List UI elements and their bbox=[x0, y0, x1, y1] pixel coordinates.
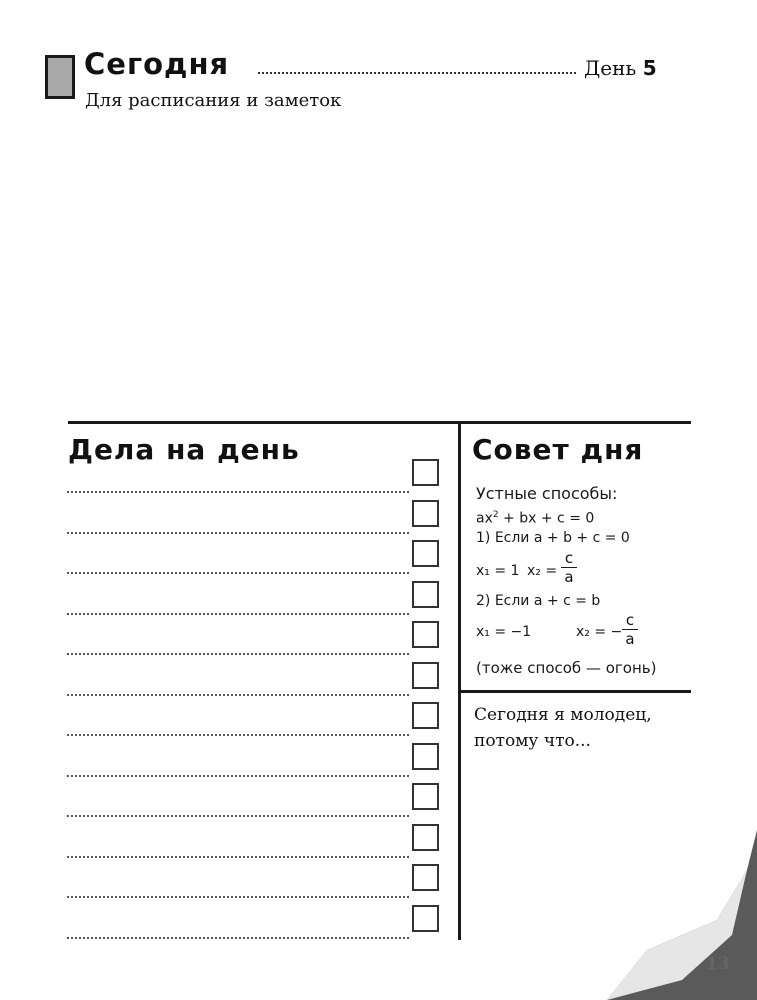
todo-line[interactable] bbox=[67, 572, 409, 574]
todo-line[interactable] bbox=[67, 937, 409, 939]
tip-note: (тоже способ — огонь) bbox=[476, 659, 657, 677]
tip-rule-1-denominator: a bbox=[564, 568, 574, 586]
tip-rule-1-x1: x₁ = 1 bbox=[476, 563, 520, 579]
todo-checkbox[interactable] bbox=[412, 905, 439, 932]
page-curl-decoration bbox=[607, 830, 757, 1000]
praise-prompt[interactable]: Сегодня я молодец, потому что... bbox=[474, 705, 652, 751]
todo-checkbox[interactable] bbox=[412, 621, 439, 648]
todo-checkbox[interactable] bbox=[412, 743, 439, 770]
tip-rule-1: 1) Если a + b + c = 0 bbox=[476, 530, 630, 546]
header-marker-square bbox=[45, 55, 75, 99]
todo-line[interactable] bbox=[67, 896, 409, 898]
column-divider bbox=[458, 423, 461, 940]
tip-rule-2-x1: x₁ = −1 bbox=[476, 624, 532, 640]
header-dotted-line bbox=[258, 62, 576, 74]
day-number: 5 bbox=[642, 56, 657, 80]
tip-bottom-rule bbox=[460, 690, 691, 693]
section-top-rule bbox=[68, 421, 691, 424]
tip-rule-1-fraction bbox=[561, 550, 577, 585]
todo-checkbox[interactable] bbox=[412, 662, 439, 689]
todo-checkbox[interactable] bbox=[412, 783, 439, 810]
todo-title: Дела на день bbox=[68, 433, 300, 466]
page-title: Сегодня bbox=[84, 47, 230, 81]
todo-checkbox[interactable] bbox=[412, 540, 439, 567]
todo-checkbox[interactable] bbox=[412, 459, 439, 486]
todo-checkbox[interactable] bbox=[412, 500, 439, 527]
day-indicator bbox=[584, 56, 657, 80]
tip-equation-base: ax bbox=[476, 510, 493, 527]
tip-intro: Устные способы: bbox=[476, 484, 618, 503]
tip-rule-2-x2: x₂ = − bbox=[576, 624, 623, 640]
todo-line[interactable] bbox=[67, 815, 409, 817]
todo-line[interactable] bbox=[67, 653, 409, 655]
tip-rule-2-fraction bbox=[622, 612, 638, 647]
todo-line[interactable] bbox=[67, 613, 409, 615]
todo-line[interactable] bbox=[67, 532, 409, 534]
tip-rule-2: 2) Если a + c = b bbox=[476, 593, 601, 609]
todo-line[interactable] bbox=[67, 694, 409, 696]
todo-checkbox[interactable] bbox=[412, 824, 439, 851]
page-subtitle: Для расписания и заметок bbox=[85, 90, 342, 111]
tip-equation-sup: 2 bbox=[492, 510, 499, 520]
todo-checkbox[interactable] bbox=[412, 581, 439, 608]
todo-line[interactable] bbox=[67, 856, 409, 858]
tip-rule-2-denominator: a bbox=[625, 630, 635, 648]
todo-line[interactable] bbox=[67, 775, 409, 777]
tip-rule-1-numerator: c bbox=[564, 549, 574, 567]
tip-title: Совет дня bbox=[472, 433, 644, 466]
day-label: День bbox=[584, 56, 637, 80]
todo-line[interactable] bbox=[67, 491, 409, 493]
tip-equation-rest: + bx + c = 0 bbox=[498, 510, 595, 527]
tip-rule-2-numerator: c bbox=[625, 611, 635, 629]
todo-checkbox[interactable] bbox=[412, 702, 439, 729]
page-number: 13 bbox=[706, 954, 730, 974]
tip-equation bbox=[476, 510, 594, 527]
todo-line[interactable] bbox=[67, 734, 409, 736]
todo-checkbox[interactable] bbox=[412, 864, 439, 891]
tip-rule-1-x2: x₂ = bbox=[527, 563, 558, 579]
